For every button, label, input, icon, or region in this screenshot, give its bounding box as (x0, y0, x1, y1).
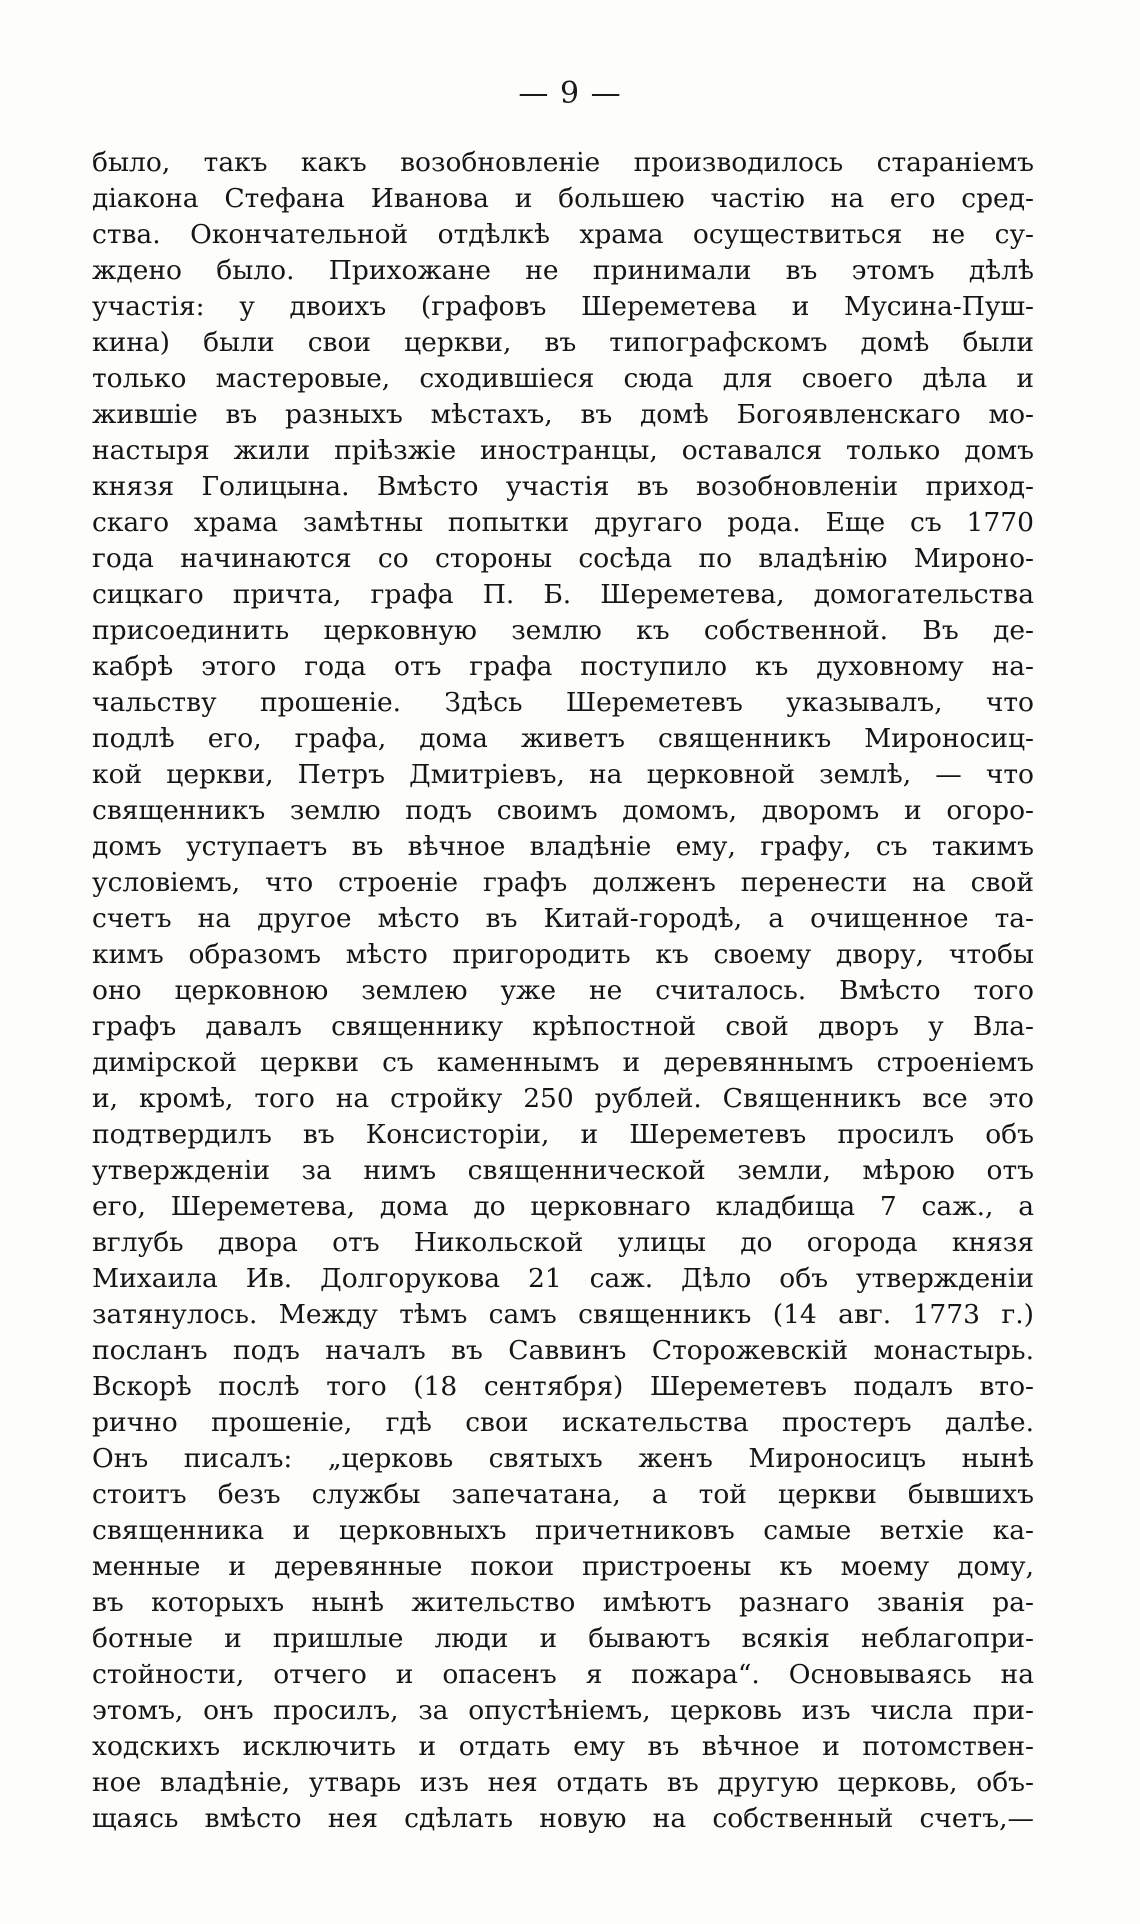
text-line: князя Голицына. Вмѣсто участія въ возобновленіи приход- (92, 471, 1034, 502)
text-line: ства. Окончательной отдѣлкѣ храма осуществиться не су- (92, 219, 1034, 250)
text-line: скаго храма замѣтны попытки другаго рода. Еще съ 1770 (92, 507, 1034, 538)
text-line: стоитъ безъ службы запечатана, а той церкви бывшихъ (92, 1479, 1034, 1510)
text-line: священника и церковныхъ причетниковъ самые ветхіе ка- (92, 1515, 1034, 1546)
text-line: въ которыхъ нынѣ жительство имѣютъ разнаго званія ра- (92, 1587, 1034, 1618)
text-line: кой церкви, Петръ Дмитріевъ, на церковной землѣ, — что (92, 759, 1034, 790)
text-line: затянулось. Между тѣмъ самъ священникъ (14 авг. 1773 г.) (92, 1299, 1034, 1330)
text-line: ботные и пришлые люди и бываютъ всякія неблагопри- (92, 1623, 1034, 1654)
text-line: года начинаются со стороны сосѣда по владѣнію Мироно- (92, 543, 1034, 574)
text-line: утвержденіи за нимъ священнической земли, мѣрою отъ (92, 1155, 1034, 1186)
text-line: было, такъ какъ возобновленіе производилось стараніемъ (92, 147, 1034, 178)
text-line: ждено было. Прихожане не принимали въ этомъ дѣлѣ (92, 255, 1034, 286)
text-line: жившіе въ разныхъ мѣстахъ, въ домѣ Богоявленскаго мо- (92, 399, 1034, 430)
text-line: и, кромѣ, того на стройку 250 рублей. Священникъ все это (92, 1083, 1034, 1114)
text-line: ходскихъ исключить и отдать ему въ вѣчное и потомствен- (92, 1731, 1034, 1762)
text-line: ное владѣніе, утварь изъ нея отдать въ другую церковь, объ- (92, 1767, 1034, 1798)
text-line: священникъ землю подъ своимъ домомъ, дворомъ и огоро- (92, 795, 1034, 826)
text-line: подлѣ его, графа, дома живетъ священникъ Мироносиц- (92, 723, 1034, 754)
text-line: этомъ, онъ просилъ, за опустѣніемъ, церковь изъ числа при- (92, 1695, 1034, 1726)
text-line: кимъ образомъ мѣсто пригородить къ своему двору, чтобы (92, 939, 1034, 970)
text-line: только мастеровые, сходившіеся сюда для своего дѣла и (92, 363, 1034, 394)
text-line: графъ давалъ священнику крѣпостной свой дворъ у Вла- (92, 1011, 1034, 1042)
text-line: оно церковною землею уже не считалось. Вмѣсто того (92, 975, 1034, 1006)
text-line: менные и деревянные покои пристроены къ моему дому, (92, 1551, 1034, 1582)
text-line: его, Шереметева, дома до церковнаго кладбища 7 саж., а (92, 1191, 1034, 1222)
text-line: присоединить церковную землю къ собственной. Въ де- (92, 615, 1034, 646)
text-line: кабрѣ этого года отъ графа поступило къ духовному на- (92, 651, 1034, 682)
text-line: домъ уступаетъ въ вѣчное владѣніе ему, графу, съ такимъ (92, 831, 1034, 862)
text-line: настыря жили пріѣзжіе иностранцы, оставался только домъ (92, 435, 1034, 466)
text-line: счетъ на другое мѣсто въ Китай-городѣ, а очищенное та- (92, 903, 1034, 934)
text-line: чальству прошеніе. Здѣсь Шереметевъ указывалъ, что (92, 687, 1034, 718)
text-line: подтвердилъ въ Консисторіи, и Шереметевъ просилъ объ (92, 1119, 1034, 1150)
text-line: діакона Стефана Иванова и большею частію на его сред- (92, 183, 1034, 214)
text-line: щаясь вмѣсто нея сдѣлать новую на собственный счетъ,— (92, 1803, 1034, 1834)
text-line: Онъ писалъ: „церковь святыхъ женъ Мироносицъ нынѣ (92, 1443, 1034, 1474)
text-line: условіемъ, что строеніе графъ долженъ перенести на свой (92, 867, 1034, 898)
text-line: димірской церкви съ каменнымъ и деревяннымъ строеніемъ (92, 1047, 1034, 1078)
text-line: стойности, отчего и опасенъ я пожара“. Основываясь на (92, 1659, 1034, 1690)
page-number: — 9 — (518, 76, 622, 111)
body-text (92, 145, 1034, 1837)
text-line: вглубь двора отъ Никольской улицы до огорода князя (92, 1227, 1034, 1258)
text-line: Вскорѣ послѣ того (18 сентября) Шереметевъ подалъ вто- (92, 1371, 1034, 1402)
text-line: рично прошеніе, гдѣ свои искательства простеръ далѣе. (92, 1407, 1034, 1438)
text-line: кина) были свои церкви, въ типографскомъ домѣ были (92, 327, 1034, 358)
text-line: Михаила Ив. Долгорукова 21 саж. Дѣло объ утвержденіи (92, 1263, 1034, 1294)
text-line: сицкаго причта, графа П. Б. Шереметева, домогательства (92, 579, 1034, 610)
text-line: посланъ подъ началъ въ Саввинъ Сторожевскій монастырь. (92, 1335, 1034, 1366)
text-line: участія: у двоихъ (графовъ Шереметева и Мусина-Пуш- (92, 291, 1034, 322)
